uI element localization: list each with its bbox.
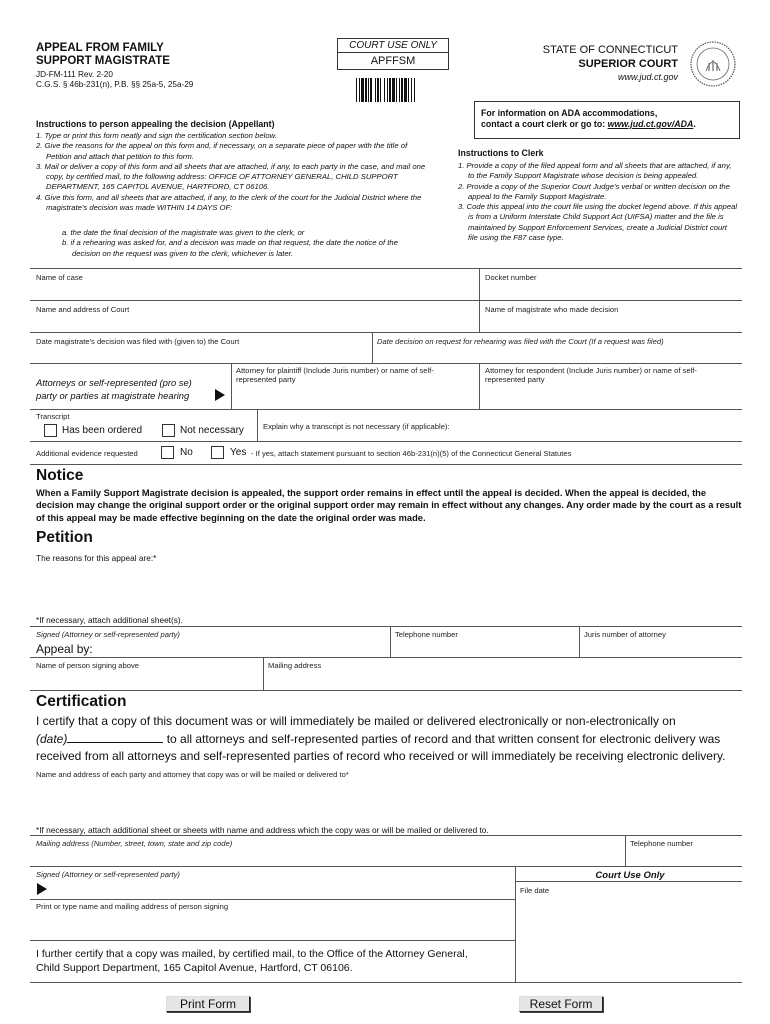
appellant-instructions-list [36, 131, 426, 213]
explain-transcript-field[interactable] [260, 432, 740, 441]
appellant-instruction-item: 1. Type or print this form neatly and sign the certification section below. [36, 131, 277, 140]
file-date-label: File date [520, 886, 550, 895]
attorney-plaintiff-label: Attorney for plaintiff (Include Juris number) or name of self-represented party [236, 366, 434, 384]
clerk-instruction-item: 1. Provide a copy of the filed appeal form and all sheets that are attached, if any, to the Family Support Magistrate whose decision is being appealed. [458, 161, 732, 181]
evidence-no-label: No [180, 447, 193, 458]
names-addresses-label: Name and address of each party and attorney that copy was or will be mailed or delivered to* [36, 770, 349, 779]
form-title-line1: APPEAL FROM FAMILY [36, 42, 164, 54]
appellant-instruction-item: 2. Give the reasons for the appeal on this form and, if necessary, on a separate piece of paper with the title of Petition and attach that petition to this form. [36, 141, 408, 161]
evidence-yes-note: - If yes, attach statement pursuant to section 46b-231(n)(5) of the Connecticut General Statutes [251, 449, 572, 458]
petition-telephone-label: Telephone number [395, 630, 458, 639]
state-name: STATE OF CONNECTICUT [542, 44, 678, 56]
transcript-label: Transcript [36, 412, 70, 421]
arrow-right-icon [215, 389, 225, 401]
not-necessary-label: Not necessary [180, 425, 244, 436]
court-code: APFFSM [370, 55, 416, 67]
appellant-instruction-item: 4. Give this form, and all sheets that are attached, if any, to the clerk of the court for the Judicial District where the magistrate's decision was made WITHIN 14 DAYS OF: [36, 192, 422, 213]
clerk-instructions-heading: Instructions to Clerk [458, 148, 544, 158]
ada-line1: For information on ADA accommodations, [481, 108, 658, 118]
appellant-instructions-heading: Instructions to person appealing the decision (Appellant) [36, 119, 275, 129]
notice-heading: Notice [36, 467, 84, 484]
petition-signed-label: Signed (Attorney or self-represented party) [36, 630, 180, 639]
petition-heading: Petition [36, 529, 93, 546]
cert-signature-field[interactable] [52, 880, 512, 898]
docket-number-label: Docket number [485, 273, 537, 282]
attorney-respondent-field[interactable] [482, 386, 740, 408]
ada-line2: contact a court clerk or go to: [481, 119, 608, 129]
petition-reasons-field[interactable] [36, 566, 740, 614]
decision-filed-label: Date magistrate's decision was filed with (given to) the Court [36, 337, 240, 346]
petition-attach-note: *If necessary, attach additional sheet(s). [36, 615, 183, 625]
form-id-block [36, 70, 193, 90]
rehearing-filed-label: Date decision on request for rehearing was filed with the Court (If a request was filed) [377, 337, 664, 346]
print-name-field[interactable] [32, 912, 512, 940]
appellant-instruction-item: 3. Mail or deliver a copy of this form and all sheets that are attached, if any, to each party in the case, and mail one copy, by certified mail, to the following address: OFFICE OF ATTORNEY GENERAL, CHILD SUPPORT DEPARTMENT, 165 CAPITOL AVENUE, HARTFORD, CT 06106. [36, 161, 426, 192]
certification-date-field[interactable] [67, 731, 163, 743]
attorney-plaintiff-field[interactable] [234, 386, 477, 408]
further-certify-text: I further certify that a copy was mailed, by certified mail, to the Office of the Attorney General, Child Support Department, 165 Capitol Avenue, Hartford, CT 06106. [36, 948, 468, 974]
cert-court-use-label: Court Use Only [595, 870, 665, 881]
website: www.jud.ct.gov [617, 72, 678, 82]
certification-text: I certify that a copy of this document was or will immediately be mailed or delivered electronically or non-electronically on (date) to all attorneys and self-represented parties of record and that written consent for electronic delivery was received from all attorneys and self-represented parties of record who received or will immediately be receiving electronic delivery. [36, 714, 726, 763]
court-header [470, 44, 678, 82]
form-title-line2: SUPPORT MAGISTRATE [36, 55, 170, 67]
cert-telephone-field[interactable] [628, 849, 740, 865]
print-form-button[interactable]: Print Form [166, 996, 250, 1012]
cert-telephone-label: Telephone number [630, 839, 693, 848]
rehearing-filed-field[interactable] [375, 346, 740, 362]
has-been-ordered-checkbox[interactable] [44, 424, 57, 437]
clerk-instruction-item: 3. Code this appeal into the court file using the docket legend above. If this appeal is from a Uniform Interstate Child Support Act (UIFSA) matter and the file is maintained by Support Enforcement Services, create a Judicial District court file using the F87 case type. [458, 202, 738, 243]
arrow-right-icon [37, 883, 47, 895]
print-name-label: Print or type name and mailing address of person signing [36, 902, 229, 911]
statutes: C.G.S. § 46b-231(n), P.B. §§ 25a-5, 25a-29 [36, 80, 194, 89]
evidence-yes-label: Yes [230, 447, 247, 458]
reset-form-button[interactable]: Reset Form [519, 996, 603, 1012]
attorney-respondent-label: Attorney for respondent (Include Juris number) or name of self-represented party [485, 366, 697, 384]
notice-text: When a Family Support Magistrate decision is appealed, the support order remains in effect until the appeal is decided. When the appeal is decided, the decision may change the original support order or the original support order may remain in effect without any changes. Any order made by the court as a result of this appeal may be made effective beginning on the date the original order was made. [36, 488, 742, 523]
has-been-ordered-label: Has been ordered [62, 425, 143, 436]
cert-mailing-label: Mailing address (Number, street, town, state and zip code) [36, 839, 233, 848]
additional-evidence-label: Additional evidence requested [36, 449, 138, 458]
juris-number-label: Juris number of attorney [584, 630, 666, 639]
decision-filed-field[interactable] [32, 346, 370, 362]
court-use-box [337, 38, 449, 70]
names-addresses-field[interactable] [36, 780, 740, 822]
magistrate-name-field[interactable] [482, 314, 740, 331]
barcode [356, 78, 432, 102]
appeal-by-label: Appeal by: [36, 642, 93, 656]
juris-number-field[interactable] [582, 640, 740, 656]
attorneys-label: Attorneys or self-represented (pro se) party or parties at magistrate hearing [36, 377, 192, 401]
clerk-instruction-item: 2. Provide a copy of the Superior Court Judge's verbal or written decision on the appeal to the Family Support Magistrate. [458, 181, 730, 201]
certification-attach-note: *If necessary, attach additional sheet or sheets with name and address which the copy was or will be mailed or delivered to. [36, 825, 489, 835]
explain-transcript-label: Explain why a transcript is not necessary (if applicable): [263, 422, 450, 431]
cert-mailing-field[interactable] [32, 849, 622, 865]
not-necessary-checkbox[interactable] [162, 424, 175, 437]
appellant-instruction-subitem: b. if a rehearing was asked for, and a decision was made on that request, the date the notice of the decision on the request was given to the clerk, whichever is later. [62, 238, 398, 258]
cert-signed-label: Signed (Attorney or self-represented party) [36, 870, 180, 879]
evidence-yes-checkbox[interactable] [211, 446, 224, 459]
ada-link[interactable]: www.jud.ct.gov/ADA [607, 119, 694, 129]
petition-telephone-field[interactable] [393, 640, 576, 656]
name-of-case-label: Name of case [36, 273, 83, 282]
magistrate-name-label: Name of magistrate who made decision [485, 305, 619, 314]
petition-mailing-label: Mailing address [268, 661, 322, 670]
state-seal-icon [689, 40, 737, 88]
ada-box: For information on ADA accommodations, contact a court clerk or go to: www.jud.ct.gov/ADA. [474, 101, 740, 139]
court-address-field[interactable] [32, 314, 476, 331]
evidence-no-checkbox[interactable] [161, 446, 174, 459]
certification-heading: Certification [36, 693, 127, 710]
petition-reasons-label: The reasons for this appeal are:* [36, 553, 157, 563]
court-address-label: Name and address of Court [36, 305, 130, 314]
docket-number-field[interactable] [482, 282, 740, 300]
name-signing-field[interactable] [32, 671, 260, 689]
form-id: JD-FM-111 Rev. 2-20 [36, 70, 113, 79]
court-use-label: COURT USE ONLY [338, 39, 448, 53]
name-of-case-field[interactable] [32, 282, 476, 300]
form-title [36, 42, 170, 68]
clerk-instructions-list [458, 161, 738, 243]
petition-mailing-field[interactable] [266, 671, 740, 689]
appellant-instruction-subitem: a. the date the final decision of the magistrate was given to the clerk, or [62, 228, 305, 237]
appellant-instructions-sublist [62, 228, 422, 259]
name-signing-label: Name of person signing above [36, 661, 140, 670]
court-name: SUPERIOR COURT [578, 58, 678, 70]
